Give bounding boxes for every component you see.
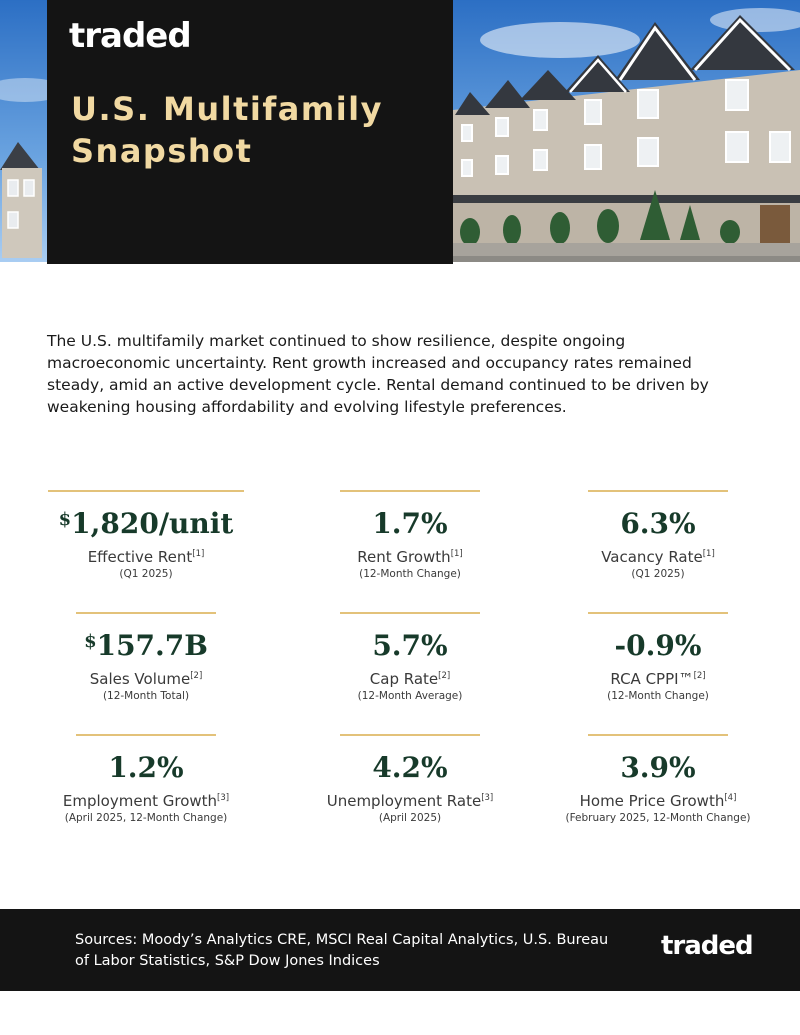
stat-label: Sales Volume[2] [89, 669, 203, 688]
stat-divider [588, 612, 728, 614]
stat-note: (12-Month Change) [359, 567, 461, 580]
stat-rent-growth [280, 490, 540, 581]
stats-grid [0, 490, 800, 840]
stat-cap-rate [280, 612, 540, 703]
stat-value: 1.7% [372, 506, 448, 540]
stat-divider [48, 490, 244, 492]
stat-note: (February 2025, 12-Month Change) [565, 811, 751, 824]
stat-note: (Q1 2025) [631, 567, 685, 580]
stat-label: RCA CPPI™[2] [610, 669, 706, 688]
stat-employment-growth [16, 734, 276, 825]
sources-text: Sources: Moody’s Analytics CRE, MSCI Real Capital Analytics, U.S. Bureau of Labor Statistics, S&P Dow Jones Indices [75, 932, 609, 969]
stat-label: Unemployment Rate[3] [326, 791, 494, 810]
stat-value: 6.3% [620, 506, 696, 540]
page-title: U.S. Multifamily Snapshot [71, 90, 383, 170]
stat-divider [340, 612, 480, 614]
footer-bar [0, 909, 800, 991]
stat-unemployment-rate [280, 734, 540, 825]
stat-divider [588, 734, 728, 736]
intro-paragraph: The U.S. multifamily market continued to show resilience, despite ongoing macroeconomic uncertainty. Rent growth increased and occupancy rates remained steady, amid an active development cycle. Rental demand continued to be driven by weakening housing affordability and evolving lifestyle preferences. [47, 332, 709, 416]
stat-value: 5.7% [372, 628, 448, 662]
stat-home-price-growth [528, 734, 788, 825]
stat-label: Cap Rate[2] [369, 669, 451, 688]
title-panel [47, 0, 453, 264]
stat-note: (12-Month Change) [607, 689, 709, 702]
stat-sales-volume [16, 612, 276, 703]
stat-divider [588, 490, 728, 492]
stat-divider [76, 734, 216, 736]
stat-value: 3.9% [620, 750, 696, 784]
stat-value: $157.7B [84, 628, 208, 662]
stat-label: Employment Growth[3] [62, 791, 230, 810]
stat-divider [340, 490, 480, 492]
stat-note: (April 2025) [378, 811, 442, 824]
stat-effective-rent [16, 490, 276, 581]
stat-value: 1.2% [108, 750, 184, 784]
stat-rca-cppi [528, 612, 788, 703]
stat-note: (Q1 2025) [119, 567, 173, 580]
stat-label: Effective Rent[1] [87, 547, 205, 566]
stat-divider [76, 612, 216, 614]
stat-label: Home Price Growth[4] [579, 791, 737, 810]
stat-label: Rent Growth[1] [357, 547, 463, 566]
footer-brand-logo: traded [661, 931, 753, 961]
stat-note: (12-Month Total) [102, 689, 190, 702]
stat-vacancy-rate [528, 490, 788, 581]
stat-note: (April 2025, 12-Month Change) [64, 811, 228, 824]
stat-value: 4.2% [372, 750, 448, 784]
stat-note: (12-Month Average) [357, 689, 463, 702]
stat-value: -0.9% [614, 628, 702, 662]
stat-divider [340, 734, 480, 736]
stat-value: $1,820/unit [58, 506, 234, 540]
brand-logo: traded [69, 16, 191, 56]
stat-label: Vacancy Rate[1] [601, 547, 715, 566]
